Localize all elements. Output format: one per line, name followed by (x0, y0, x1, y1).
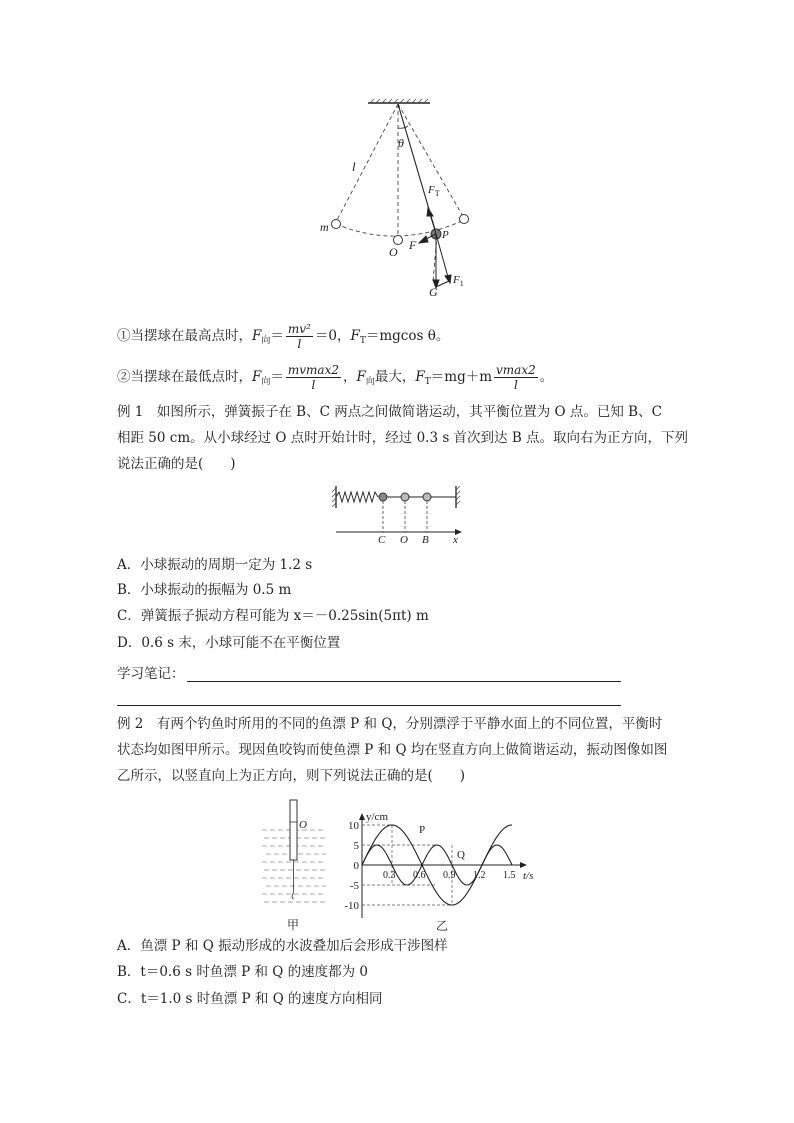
y-tick-label: 5 (353, 840, 359, 852)
formula-lowest-point: ②当摆球在最低点时，$F_向=$ $\frac{mvmax2}{l}$ ，$F_向$最大，$F_T=mg+m$ $\frac{vmax2}{l}$ 。 (117, 363, 554, 392)
spring-label-O: O (400, 534, 408, 546)
study-notes-label: 学习笔记： (117, 666, 185, 682)
pendulum-figure (305, 95, 495, 300)
float-figure-jia (258, 796, 330, 934)
label-P: P (442, 229, 449, 241)
x-tick-label: 1.2 (473, 870, 486, 881)
label-O: O (389, 245, 398, 259)
notes-rule-2 (117, 705, 621, 706)
example2-option-b: B．t＝0.6 s 时鱼漂 P 和 Q 的速度都为 0 (117, 964, 369, 980)
example1-option-a: A．小球振动的周期一定为 1.2 s (117, 557, 313, 573)
x-tick-label: 1.5 (503, 870, 516, 881)
label-G: G (429, 285, 438, 299)
caption-jia: 甲 (287, 918, 300, 932)
formula-highest-point: ①当摆球在最高点时，$F_向=$ $\frac{\text{mv²}}{l}$ ＝0，$F_T=mgcos$ θ。 (117, 322, 450, 351)
label-FT: $F_T$ (428, 184, 440, 198)
label-m: m (320, 220, 329, 234)
label-l: l (352, 159, 356, 174)
example1-line1: 例 1 如图所示，弹簧振子在 B、C 两点之间做简谐运动，其平衡位置为 O 点。已知 B、C (117, 404, 662, 420)
example2-option-a: A．鱼漂 P 和 Q 振动形成的水波叠加后会形成干涉图样 (117, 938, 448, 954)
notes-rule-1 (187, 681, 621, 682)
fraction-mvmax2-l: $\frac{mvmax2}{l}$ (287, 363, 339, 392)
chart-xlabel: t/s (523, 870, 534, 882)
fraction-mv2-l: $\frac{\text{mv²}}{l}$ (287, 322, 311, 351)
x-tick-label: 0.3 (383, 870, 396, 881)
y-tick-label: -5 (349, 880, 359, 892)
y-tick-label: 0 (353, 860, 359, 872)
series-q-label: Q (457, 849, 465, 861)
example2-line3: 乙所示，以竖直向上为正方向，则下列说法正确的是( ) (117, 768, 466, 784)
spring-label-x: x (453, 534, 458, 546)
spring-label-C: C (378, 534, 386, 546)
x-tick-label: 0.6 (413, 870, 426, 881)
label-F: F (409, 238, 417, 252)
float-label-O: O (299, 819, 307, 831)
example2-option-c: C．t＝1.0 s 时鱼漂 P 和 Q 的速度方向相同 (117, 991, 383, 1007)
chart-y-arrow (359, 813, 365, 820)
example1-option-c: C．弹簧振子振动方程可能为 x＝－0.25sin(5πt) m (117, 608, 429, 624)
chart-x-arrow (520, 862, 527, 868)
example1-line3: 说法正确的是( ) (117, 456, 236, 472)
example2-line2: 状态均如图甲所示。现因鱼咬钩而使鱼漂 P 和 Q 均在竖直方向上做简谐运动，振动图像如图 (117, 742, 668, 758)
vibration-chart-yi (340, 806, 550, 936)
example2-line1: 例 2 有两个钓鱼时所用的不同的鱼漂 P 和 Q，分别漂浮于平静水面上的不同位置，平衡时 (117, 716, 663, 732)
caption-yi: 乙 (436, 919, 449, 933)
spring-label-B: B (422, 534, 429, 546)
y-tick-label: 10 (348, 820, 359, 832)
label-F1: $F_1$ (453, 274, 464, 288)
y-tick-label: -10 (344, 900, 359, 912)
x-tick-label: 0.9 (443, 870, 456, 881)
example1-line2: 相距 50 cm。从小球经过 O 点时开始计时，经过 0.3 s 首次到达 B 点。取向右为正方向，下列 (117, 430, 689, 446)
spring-oscillator-figure (330, 482, 470, 546)
series-p-label: P (419, 824, 426, 836)
example1-option-d: D．0.6 s 末，小球可能不在平衡位置 (117, 635, 341, 651)
label-theta: θ (398, 136, 404, 150)
fraction-vmax2-l: $\frac{vmax2}{l}$ (496, 363, 536, 392)
example1-option-b: B．小球振动的振幅为 0.5 m (117, 582, 292, 598)
chart-ylabel: y/cm (366, 811, 388, 823)
